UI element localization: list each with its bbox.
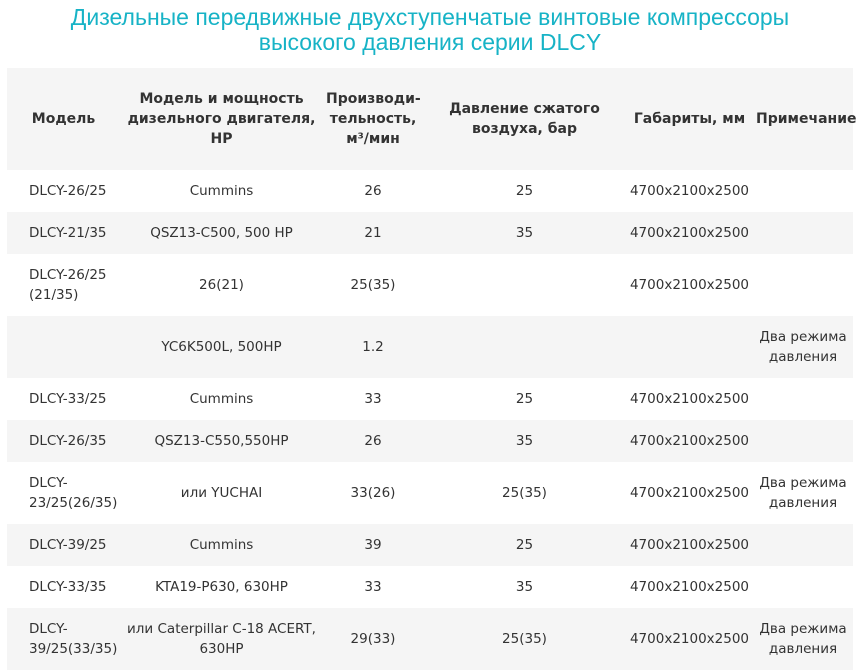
header-dimensions: Габариты, мм bbox=[626, 68, 753, 170]
cell-dimensions: 4700x2100x2500 bbox=[626, 524, 753, 566]
cell-engine: QSZ13-C550,550HP bbox=[120, 420, 323, 462]
cell-capacity: 21 bbox=[323, 212, 423, 254]
cell-capacity: 33 bbox=[323, 566, 423, 608]
cell-pressure: 35 bbox=[423, 212, 626, 254]
cell-model: DLCY-33/25 bbox=[7, 378, 120, 420]
cell-pressure: 25(35) bbox=[423, 462, 626, 524]
cell-note bbox=[753, 420, 853, 462]
header-row bbox=[7, 68, 853, 170]
table-body bbox=[7, 170, 853, 670]
cell-capacity: 29(33) bbox=[323, 608, 423, 670]
cell-capacity: 25(35) bbox=[323, 254, 423, 316]
cell-capacity: 33 bbox=[323, 378, 423, 420]
cell-note bbox=[753, 254, 853, 316]
header-pressure: Давление сжатого воздуха, бар bbox=[423, 68, 626, 170]
table-row bbox=[7, 316, 853, 378]
cell-model: DLCY-26/25 bbox=[7, 170, 120, 212]
header-capacity: Производи-тельность, м³/мин bbox=[323, 68, 423, 170]
cell-dimensions: 4700x2100x2500 bbox=[626, 378, 753, 420]
cell-engine: KTA19-P630, 630HP bbox=[120, 566, 323, 608]
page-title-line-1: Дизельные передвижные двухступенчатые винтовые компрессоры bbox=[70, 4, 790, 30]
table-row bbox=[7, 378, 853, 420]
cell-model: DLCY-33/35 bbox=[7, 566, 120, 608]
table-row bbox=[7, 608, 853, 670]
cell-dimensions: 4700x2100x2500 bbox=[626, 170, 753, 212]
cell-model: DLCY-26/35 bbox=[7, 420, 120, 462]
cell-pressure: 35 bbox=[423, 420, 626, 462]
header-engine: Модель и мощность дизельного двигателя, HP bbox=[120, 68, 323, 170]
cell-dimensions bbox=[626, 316, 753, 378]
cell-capacity: 39 bbox=[323, 524, 423, 566]
cell-engine: Cummins bbox=[120, 170, 323, 212]
cell-engine: или YUCHAI bbox=[120, 462, 323, 524]
cell-engine: Cummins bbox=[120, 524, 323, 566]
cell-note bbox=[753, 170, 853, 212]
cell-model: DLCY-39/25(33/35) bbox=[7, 608, 120, 670]
cell-dimensions: 4700x2100x2500 bbox=[626, 420, 753, 462]
header-note: Примечание bbox=[753, 68, 853, 170]
cell-pressure: 25 bbox=[423, 170, 626, 212]
table-row bbox=[7, 254, 853, 316]
cell-engine: или Caterpillar C-18 ACERT, 630HP bbox=[120, 608, 323, 670]
cell-dimensions: 4700x2100x2500 bbox=[626, 566, 753, 608]
cell-engine: YC6K500L, 500HP bbox=[120, 316, 323, 378]
table-row bbox=[7, 462, 853, 524]
cell-model bbox=[7, 316, 120, 378]
cell-model: DLCY-39/25 bbox=[7, 524, 120, 566]
header-model: Модель bbox=[7, 68, 120, 170]
cell-pressure: 25(35) bbox=[423, 608, 626, 670]
cell-note bbox=[753, 212, 853, 254]
cell-dimensions: 4700x2100x2500 bbox=[626, 212, 753, 254]
cell-note: Два режима давления bbox=[753, 462, 853, 524]
cell-model: DLCY-21/35 bbox=[7, 212, 120, 254]
cell-note: Два режима давления bbox=[753, 608, 853, 670]
cell-dimensions: 4700x2100x2500 bbox=[626, 254, 753, 316]
cell-note bbox=[753, 378, 853, 420]
cell-capacity: 26 bbox=[323, 420, 423, 462]
cell-capacity: 33(26) bbox=[323, 462, 423, 524]
cell-pressure bbox=[423, 316, 626, 378]
table-row bbox=[7, 212, 853, 254]
page-title bbox=[0, 0, 860, 55]
cell-pressure: 25 bbox=[423, 378, 626, 420]
page-title-line-2: высокого давления серии DLCY bbox=[258, 29, 602, 55]
cell-pressure bbox=[423, 254, 626, 316]
cell-engine: QSZ13-C500, 500 HP bbox=[120, 212, 323, 254]
cell-engine: 26(21) bbox=[120, 254, 323, 316]
table-row bbox=[7, 566, 853, 608]
cell-model: DLCY-23/25(26/35) bbox=[7, 462, 120, 524]
cell-note bbox=[753, 566, 853, 608]
cell-note bbox=[753, 524, 853, 566]
table-row bbox=[7, 420, 853, 462]
cell-engine: Cummins bbox=[120, 378, 323, 420]
table-row bbox=[7, 524, 853, 566]
cell-dimensions: 4700x2100x2500 bbox=[626, 608, 753, 670]
cell-pressure: 35 bbox=[423, 566, 626, 608]
cell-capacity: 1.2 bbox=[323, 316, 423, 378]
table-header bbox=[7, 68, 857, 170]
specifications-table bbox=[7, 68, 857, 670]
cell-note: Два режима давления bbox=[753, 316, 853, 378]
cell-pressure: 25 bbox=[423, 524, 626, 566]
table-row bbox=[7, 170, 853, 212]
cell-dimensions: 4700x2100x2500 bbox=[626, 462, 753, 524]
cell-capacity: 26 bbox=[323, 170, 423, 212]
cell-model: DLCY-26/25 (21/35) bbox=[7, 254, 120, 316]
